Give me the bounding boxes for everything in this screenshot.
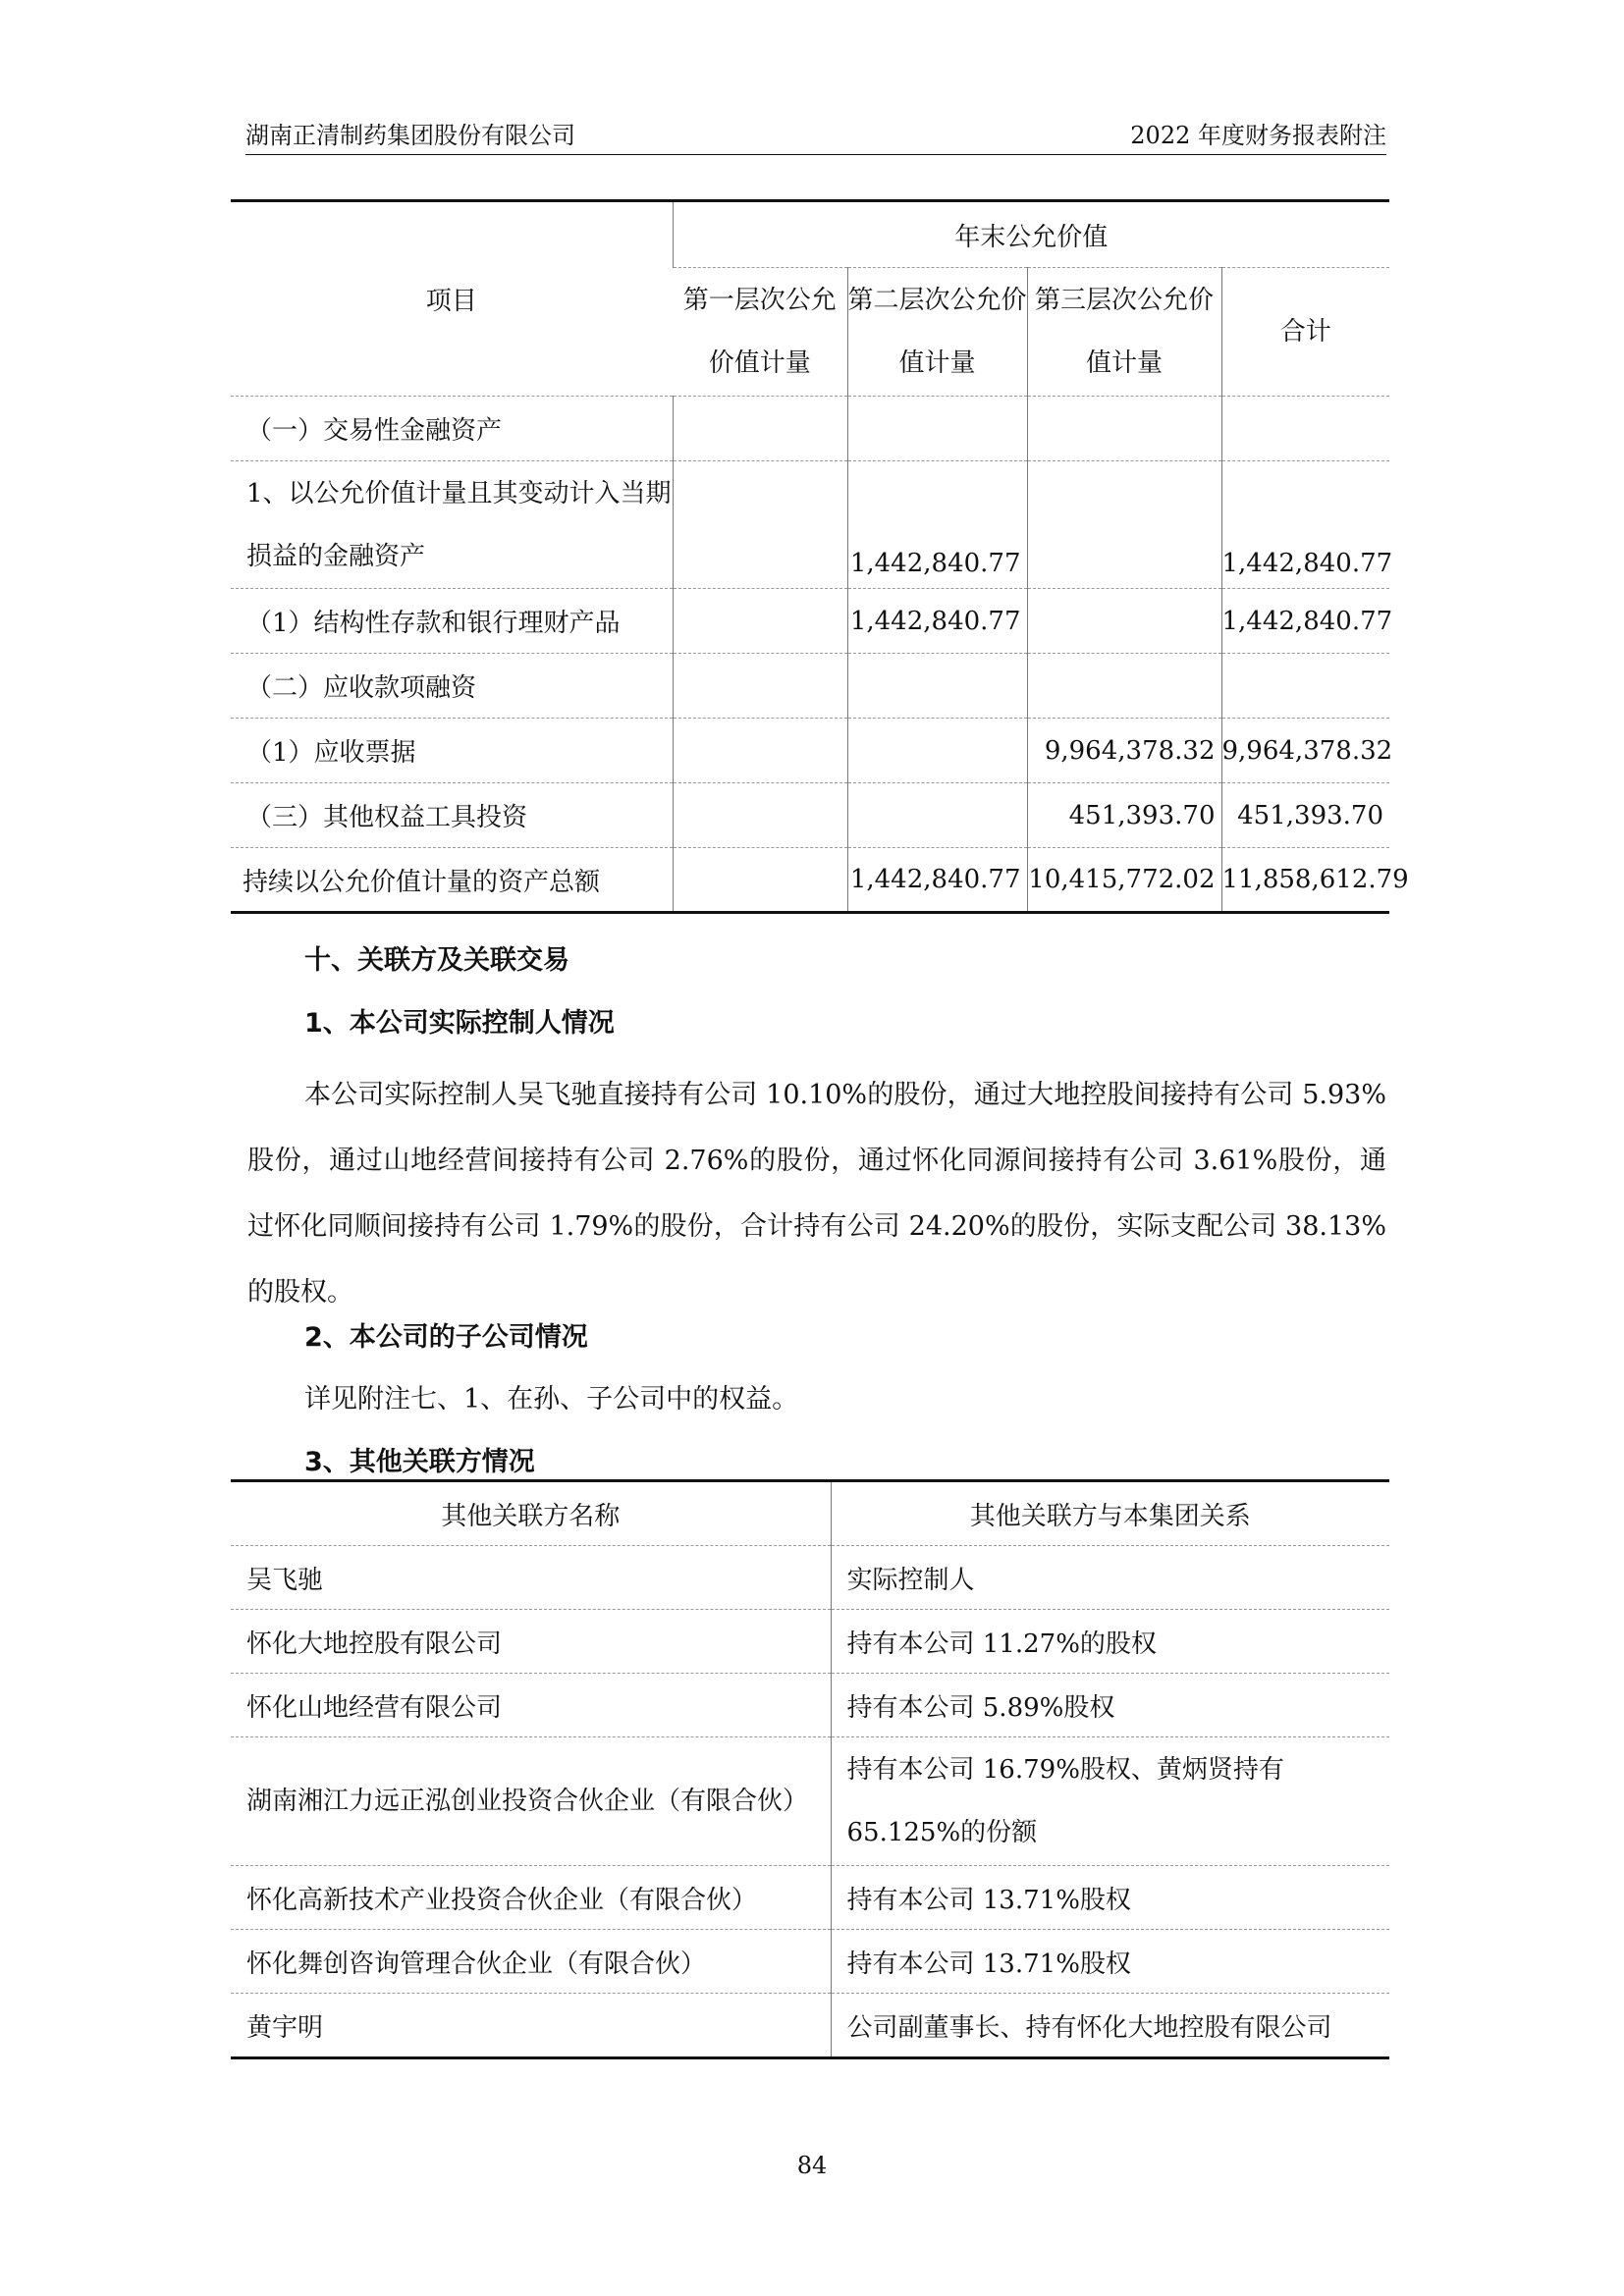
fv-cell-l1 [673,783,847,848]
fv-row-label: 1、以公允价值计量且其变动计入当期损益的金融资产 [231,461,673,589]
fv-cell-l1 [673,397,847,461]
fv-col-level1: 第一层次公允价值计量 [673,268,847,397]
controller-paragraph: 本公司实际控制人吴飞驰直接持有公司 10.10%的股份，通过大地控股间接持有公司 5.93%股份，通过山地经营间接持有公司 2.76%的股份，通过怀化同源间接持有公司 3.61%股份，通过怀化同顺间接持有公司 1.79%的股份，合计持有公司 24.20%的股份，实际支配公司 38.13%的股权。 [247,1080,1386,1308]
fv-row-label: （一）交易性金融资产 [231,397,673,461]
table-row [231,719,1389,783]
table-row [231,848,1389,913]
fv-cell-l2 [847,719,1027,783]
rp-relation: 持有本公司 16.79%股权、黄炳贤持有 65.125%的份额 [831,1737,1389,1866]
rp-relation: 持有本公司 5.89%股权 [831,1674,1389,1737]
fv-col-level2: 第二层次公允价值计量 [847,268,1027,397]
table-row [231,1737,1389,1866]
fv-col-level3: 第三层次公允价值计量 [1027,268,1221,397]
fv-cell-l1 [673,719,847,783]
fv-cell-l2 [847,654,1027,719]
rp-relation: 公司副董事长、持有怀化大地控股有限公司 [831,1994,1389,2058]
fv-cell-l3 [1027,589,1221,654]
rp-name: 吴飞驰 [231,1546,831,1610]
rp-name: 黄宇明 [231,1994,831,2058]
rp-name: 怀化大地控股有限公司 [231,1610,831,1674]
fv-cell-l1 [673,654,847,719]
table-header-row [231,1481,1389,1546]
table-row [231,1930,1389,1994]
fv-col-total: 合计 [1221,268,1389,397]
table-row [231,589,1389,654]
rp-name: 湖南湘江力远正泓创业投资合伙企业（有限合伙） [231,1737,831,1866]
rp-name: 怀化山地经营有限公司 [231,1674,831,1737]
fv-cell-l1 [673,848,847,913]
fv-row-label: （二）应收款项融资 [231,654,673,719]
fv-row-label: 持续以公允价值计量的资产总额 [231,848,673,913]
table-row [231,1610,1389,1674]
fv-cell-l2: 1,442,840.77 [847,589,1027,654]
fv-cell-l2: 1,442,840.77 [847,461,1027,589]
subsection-1-title: 1、本公司实际控制人情况 [304,1008,615,1039]
table-row [231,783,1389,848]
related-party-table [231,1479,1389,2059]
table-row [231,1674,1389,1737]
section-title: 十、关联方及关联交易 [304,945,569,976]
page-number: 84 [796,2152,828,2179]
rp-col-relation: 其他关联方与本集团关系 [831,1481,1389,1546]
rp-name: 怀化舞创咨询管理合伙企业（有限合伙） [231,1930,831,1994]
fv-row-label: （1）结构性存款和银行理财产品 [231,589,673,654]
fv-cell-l3 [1027,397,1221,461]
table-row [231,654,1389,719]
fv-cell-l1 [673,589,847,654]
fv-cell-total: 9,964,378.32 [1221,719,1389,783]
table-row [231,397,1389,461]
fv-cell-l3 [1027,461,1221,589]
fv-group-header: 年末公允价值 [673,201,1389,268]
fv-item-header: 项目 [425,287,477,316]
fair-value-table [231,199,1409,914]
fv-cell-l3: 9,964,378.32 [1027,719,1221,783]
rp-relation: 持有本公司 13.71%股权 [831,1930,1389,1994]
header-report-title: 2022 年度财务报表附注 [1130,122,1386,149]
subsection-3-title: 3、其他关联方情况 [304,1447,535,1477]
subsection-2-title: 2、本公司的子公司情况 [304,1322,588,1353]
fv-cell-total: 11,858,612.79 [1221,848,1389,913]
rp-relation: 持有本公司 13.71%股权 [831,1866,1389,1930]
table-row [231,1866,1389,1930]
table-row [231,461,1389,589]
rp-col-name: 其他关联方名称 [441,1501,621,1531]
rp-relation: 持有本公司 11.27%的股权 [831,1610,1389,1674]
fv-cell-l2 [847,397,1027,461]
fv-cell-total [1221,397,1389,461]
table-row [231,1546,1389,1610]
rp-name: 怀化高新技术产业投资合伙企业（有限合伙） [231,1866,831,1930]
rp-relation: 实际控制人 [831,1546,1389,1610]
fv-cell-l3: 10,415,772.02 [1027,848,1221,913]
table-row [231,1994,1389,2058]
fv-cell-total: 1,442,840.77 [1221,589,1389,654]
fv-cell-l2 [847,783,1027,848]
fv-cell-l1 [673,461,847,589]
fv-row-label: （1）应收票据 [231,719,673,783]
fv-cell-l3: 451,393.70 [1027,783,1221,848]
fv-cell-total [1221,654,1389,719]
fv-row-label: （三）其他权益工具投资 [231,783,673,848]
fv-cell-total: 1,442,840.77 [1221,461,1389,589]
page-header [245,116,1386,151]
fv-cell-l2: 1,442,840.77 [847,848,1027,913]
header-rule [245,154,1386,155]
fv-cell-l3 [1027,654,1221,719]
fv-cell-total: 451,393.70 [1221,783,1389,848]
subsidiary-note: 详见附注七、1、在孙、子公司中的权益。 [304,1384,799,1415]
header-company: 湖南正清制药集团股份有限公司 [245,122,575,149]
